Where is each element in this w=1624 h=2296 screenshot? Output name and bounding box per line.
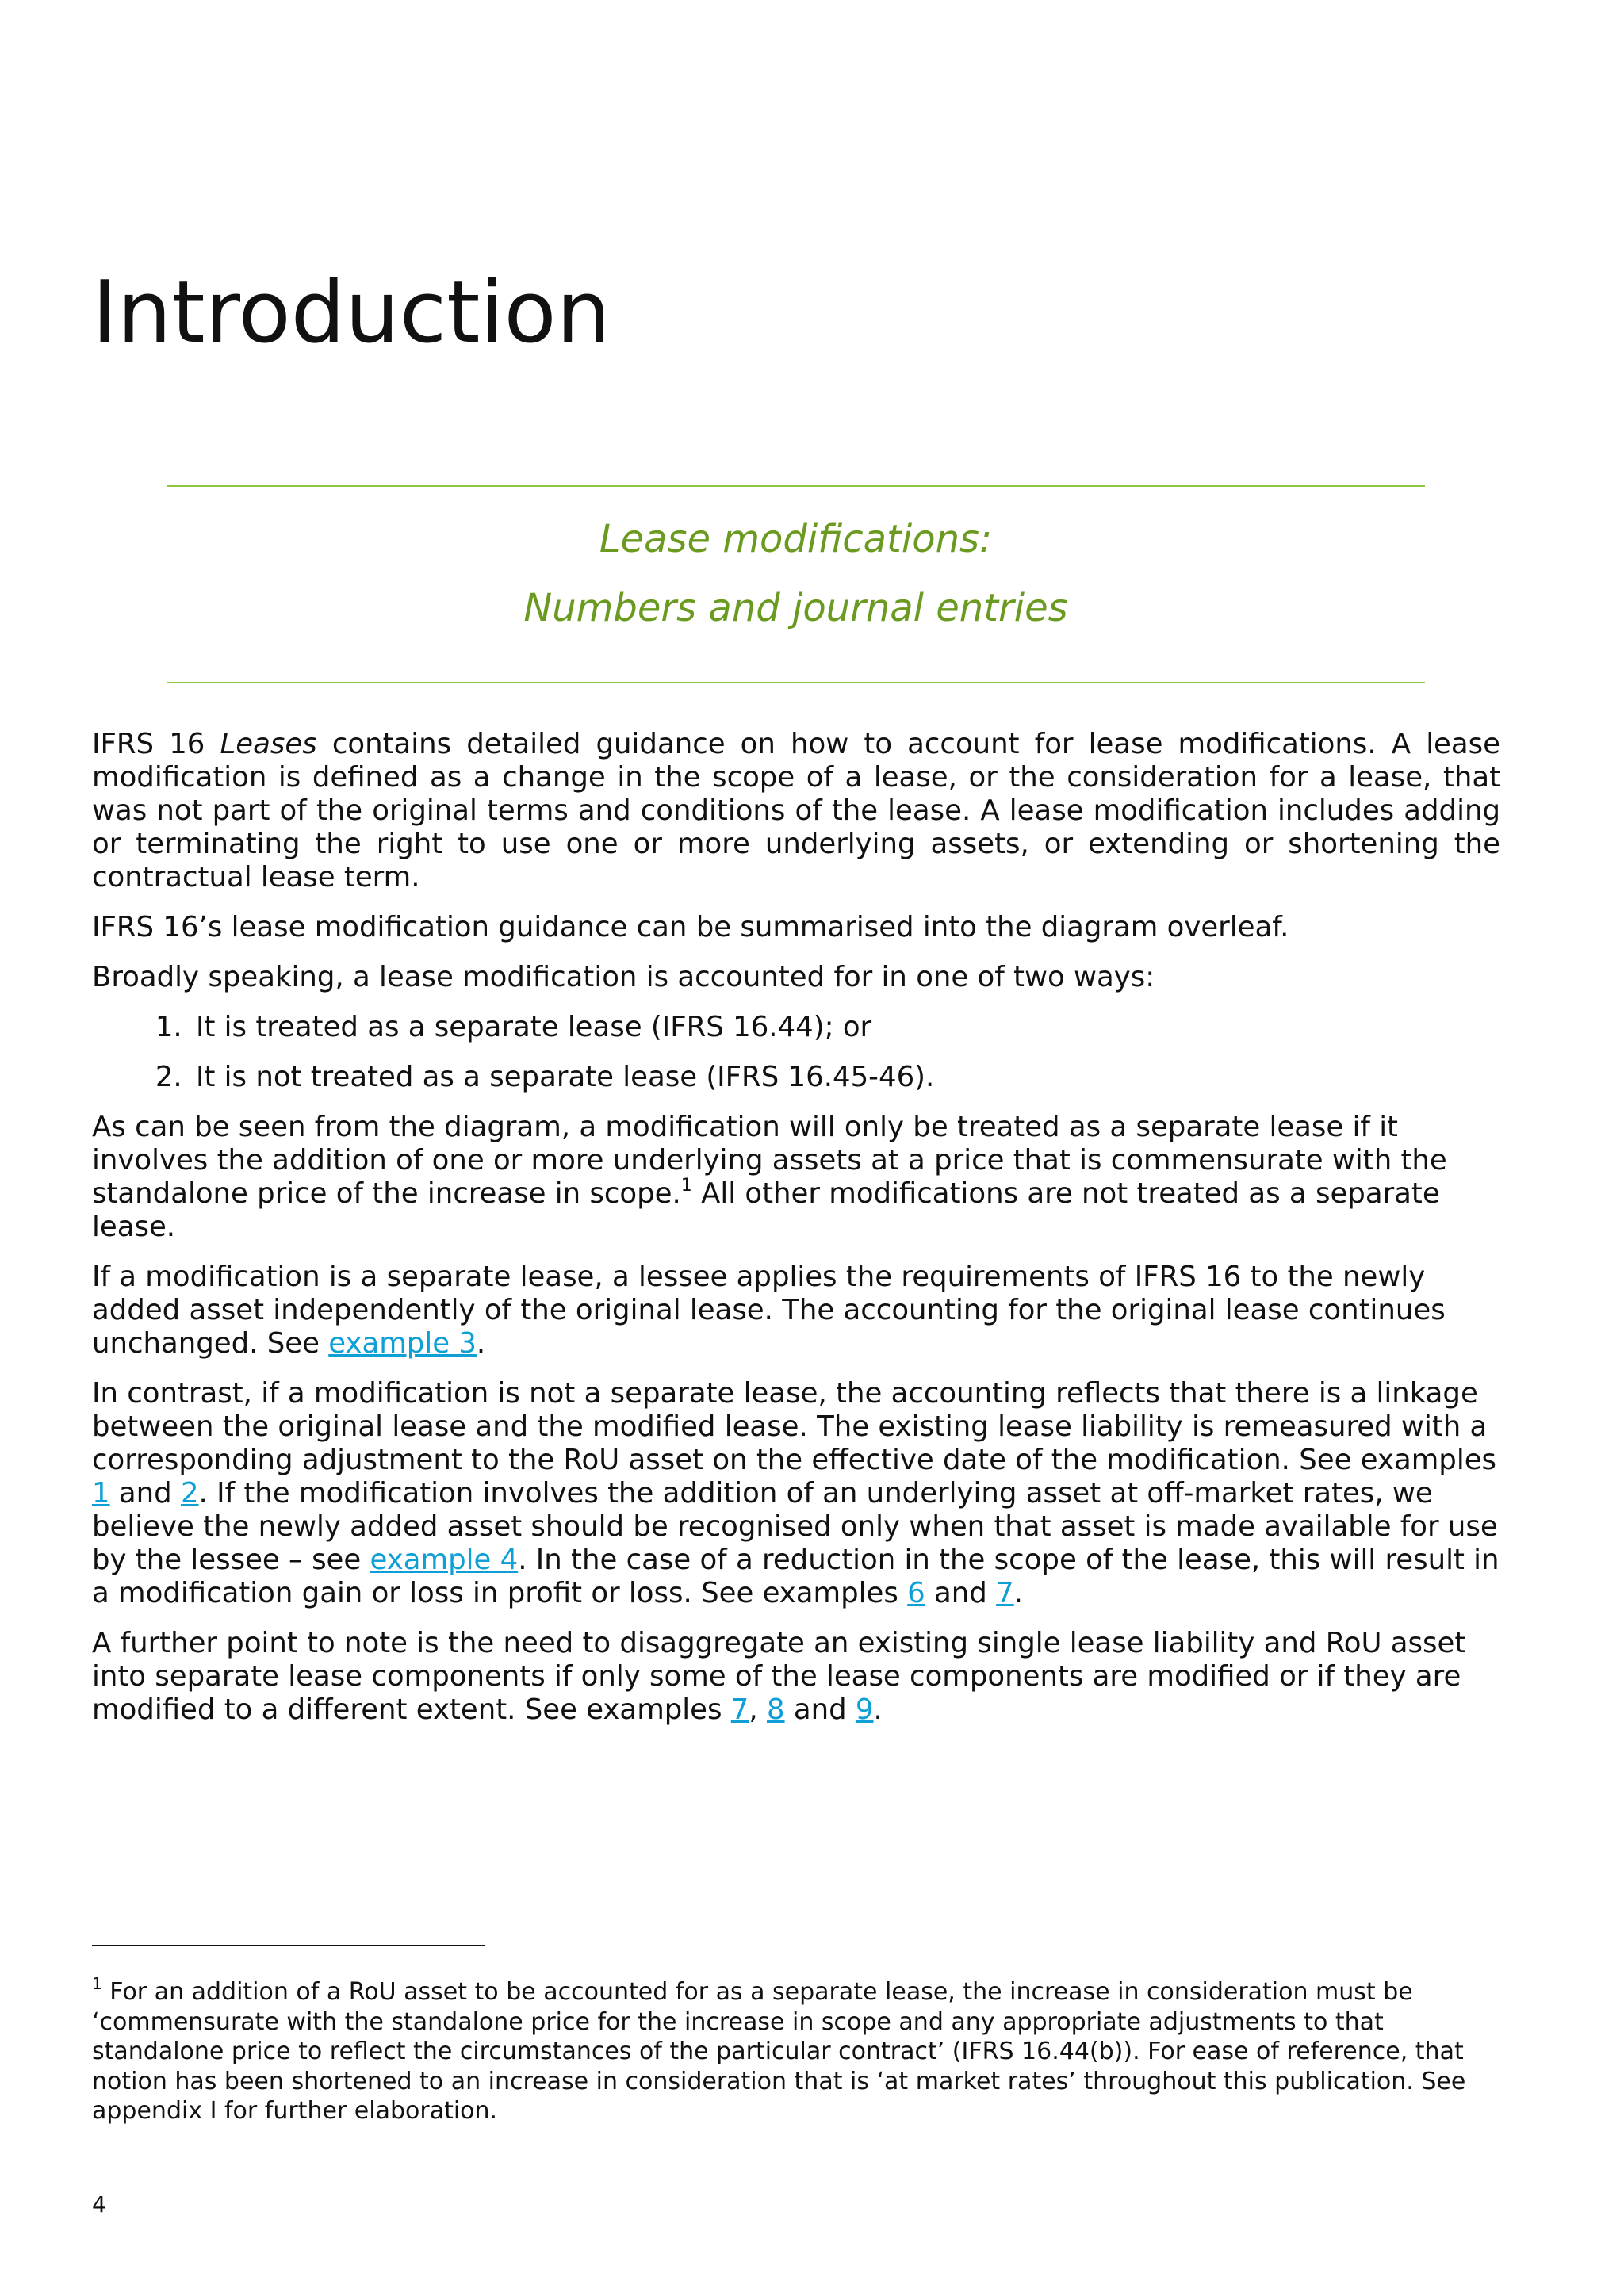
paragraph-if-separate xyxy=(92,1261,1500,1360)
paragraph-text: In contrast, if a modification is not a separate lease, the accounting reflects that there is a linkage between the original lease and the modified lease. The existing lease liability is remeasured with a corresponding adjustment to the RoU asset on the effective date of the modification. See examples xyxy=(92,1377,1497,1476)
paragraph-text: and xyxy=(925,1577,997,1609)
paragraph-text: . If the modification involves the addition of an underlying asset at off-market rates, we believe the newly added asset should be recognised only when that asset is made available for use by the lessee – see xyxy=(92,1477,1498,1576)
footnote-reference[interactable]: 1 xyxy=(680,1176,692,1196)
standard-title-italic: Leases xyxy=(220,728,317,760)
paragraph-text: and xyxy=(109,1477,181,1510)
page-title: Introduction xyxy=(92,263,611,362)
subtitle-line-1: Lease modifications: xyxy=(599,517,993,561)
subtitle-bottom-rule xyxy=(167,682,1425,683)
link-example-7[interactable]: 7 xyxy=(996,1577,1014,1609)
link-example-8[interactable]: 8 xyxy=(766,1693,785,1726)
page-number: 4 xyxy=(92,2191,106,2218)
list-item: 1. It is treated as a separate lease (IFRS 16.44); or xyxy=(191,1011,1500,1044)
link-example-1[interactable]: 1 xyxy=(92,1477,110,1510)
paragraph-text: contains detailed guidance on how to account for lease modifications. A lease modification is defined as a change in the scope of a lease, or the consideration for a lease, that was not part of the original terms and conditions of the lease. A lease modification includes adding or terminating the right to use one or more underlying assets, or extending or shortening the contractual lease term. xyxy=(92,728,1500,894)
footnote-separator xyxy=(92,1945,485,1946)
paragraph-text: and xyxy=(784,1693,856,1726)
list-item: 2. It is not treated as a separate lease (IFRS 16.45-46). xyxy=(191,1061,1500,1094)
paragraph-disaggregate xyxy=(92,1627,1500,1727)
subtitle-top-rule xyxy=(167,485,1425,487)
footnote-marker: 1 xyxy=(92,1974,102,1993)
paragraph-definition xyxy=(92,728,1500,894)
paragraph-text: If a modification is a separate lease, a lessee applies the requirements of IFRS 16 to the newly added asset independently of the original lease. The accounting for the original lease continues unchanged. See xyxy=(92,1261,1446,1360)
link-example-7[interactable]: 7 xyxy=(730,1693,749,1726)
paragraph-summary: IFRS 16’s lease modification guidance can be summarised into the diagram overleaf. xyxy=(92,911,1289,943)
link-example-6[interactable]: 6 xyxy=(907,1577,925,1609)
footnote-text: For an addition of a RoU asset to be accounted for as a separate lease, the increase in consideration must be ‘commensurate with the standalone price for the increase in scope and any appropriate adjustments to that standalone price to reflect the circumstances of the particular contract’ (IFRS 16.44(b)). For ease of reference, that notion has been shortened to an increase in consideration that is ‘at market rates’ throughout this publication. See appendix I for further elaboration. xyxy=(92,1978,1466,2125)
body-text xyxy=(92,728,1500,1743)
link-example-2[interactable]: 2 xyxy=(180,1477,199,1510)
link-example-4[interactable]: example 4 xyxy=(370,1544,519,1576)
paragraph-broadly: Broadly speaking, a lease modification is accounted for in one of two ways: xyxy=(92,961,1155,993)
paragraph-text: All other modifications are not treated as a separate lease. xyxy=(92,1177,1440,1243)
paragraph-separate-lease xyxy=(92,1111,1500,1244)
link-example-9[interactable]: 9 xyxy=(855,1693,874,1726)
paragraph-text: . In the case of a reduction in the scope of the lease, this will result in a modification gain or loss in profit or loss. See examples xyxy=(92,1544,1500,1609)
link-example-3[interactable]: example 3 xyxy=(328,1327,477,1360)
paragraph-text: IFRS 16 xyxy=(92,728,220,760)
paragraph-text: . xyxy=(873,1693,883,1726)
numbered-list xyxy=(92,1011,1500,1094)
footnote xyxy=(92,1974,1500,2126)
paragraph-text: As can be seen from the diagram, a modification will only be treated as a separate lease if it involves the addition of one or more underlying assets at a price that is commensurate with the standalone price of the increase in scope. xyxy=(92,1111,1447,1210)
subtitle-line-2: Numbers and journal entries xyxy=(523,586,1068,630)
paragraph-text: , xyxy=(749,1693,767,1726)
paragraph-text: . xyxy=(476,1327,486,1360)
paragraph-text: . xyxy=(1013,1577,1023,1609)
paragraph-in-contrast xyxy=(92,1377,1500,1610)
paragraph-text: A further point to note is the need to disaggregate an existing single lease liability and RoU asset into separate lease components if only some of the lease components are modified or if they are modified to a different extent. See examples xyxy=(92,1627,1466,1726)
